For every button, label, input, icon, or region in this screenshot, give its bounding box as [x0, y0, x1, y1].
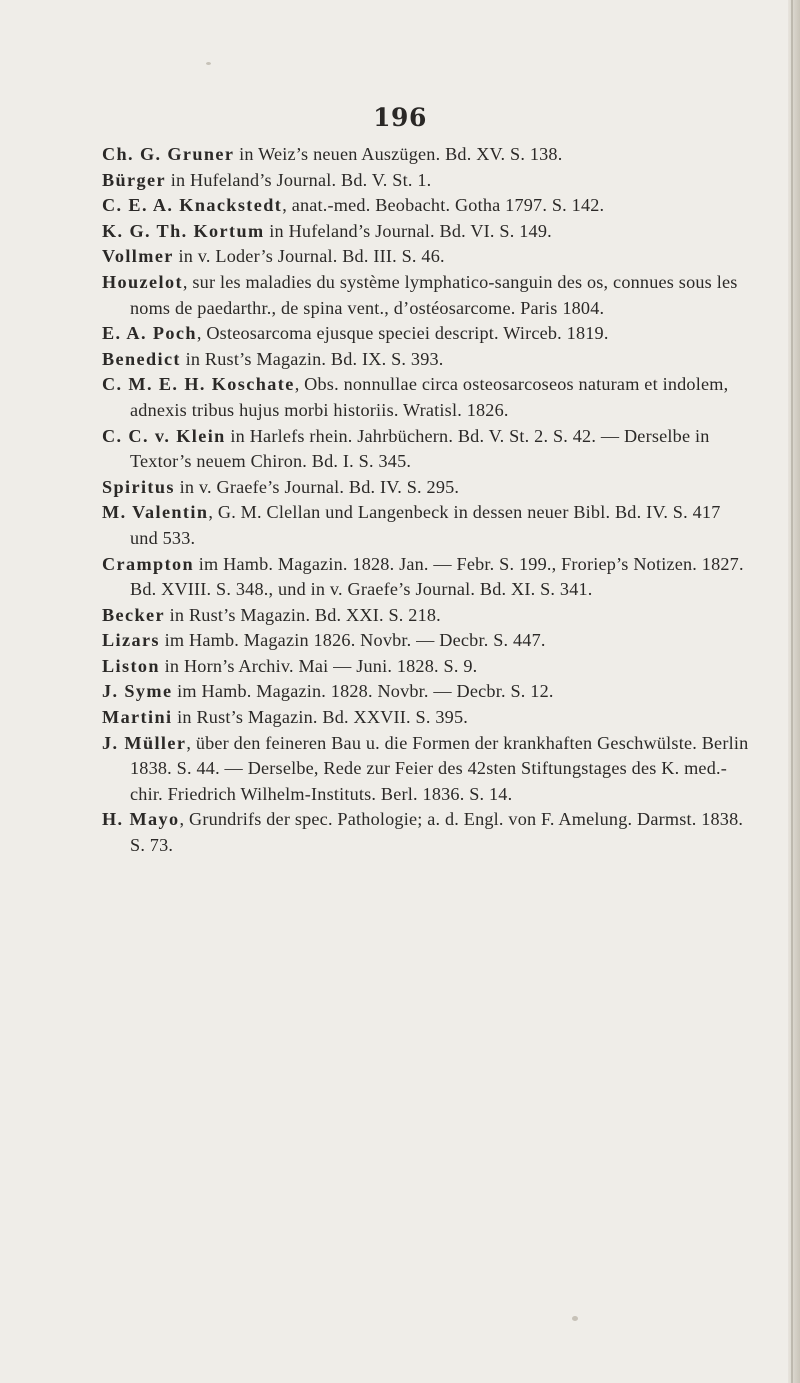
entry-reference: in Rust’s Magazin. Bd. XXVII. S. 395. [172, 707, 468, 728]
entry-author: E. A. Poch [102, 323, 197, 344]
entry-reference: , sur les maladies du système lymphatico-sanguin des os, connues sous les noms de paedarthr., de spina vent., d’ostéosarcome. Paris 1804. [130, 271, 738, 318]
entry-reference: , Obs. nonnullae circa osteosarcoseos naturam et indolem, adnexis tribus hujus morbi historiis. Wratisl. 1826. [130, 374, 729, 420]
entry-reference: in v. Graefe’s Journal. Bd. IV. S. 295. [174, 476, 460, 497]
bibliography-entry [102, 168, 750, 194]
bibliography-entry [102, 321, 750, 347]
entry-author: C. C. v. Klein [102, 425, 226, 446]
entry-reference: , Grundrifs der spec. Pathologie; a. d. Engl. von F. Amelung. Darmst. 1838. S. 73. [130, 809, 744, 856]
bibliography-entry [102, 654, 750, 680]
bibliography-entry [102, 552, 750, 603]
bibliography-entry [102, 500, 750, 551]
bibliography-entry [102, 193, 750, 219]
entry-author: Martini [102, 707, 173, 728]
entry-reference: in Hufeland’s Journal. Bd. VI. S. 149. [264, 220, 552, 241]
entry-author: J. Müller [102, 732, 187, 753]
bibliography-entry [102, 142, 750, 168]
page-gutter [788, 0, 800, 1383]
entry-author: M. Valentin [102, 502, 209, 523]
entry-reference: , G. M. Clellan und Langenbeck in dessen neuer Bibl. Bd. IV. S. 417 und 533. [130, 502, 721, 548]
entry-author: Vollmer [102, 246, 174, 267]
entry-author: H. Mayo [102, 809, 180, 830]
bibliography-entry [102, 424, 750, 475]
entry-reference: , über den feineren Bau u. die Formen der krankhaften Geschwülste. Berlin 1838. S. 44. — Derselbe, Rede zur Feier des 42sten Stiftungstages des K. med.-chir. Friedrich Wilhelm-Instituts. Berl. 1836. S. 14. [130, 732, 749, 804]
paper-speck [206, 62, 211, 65]
bibliography-entry [102, 270, 750, 321]
bibliography-entry [102, 347, 750, 373]
entry-author: C. E. A. Knackstedt [102, 195, 283, 216]
entry-reference: im Hamb. Magazin. 1828. Jan. — Febr. S. 199., Froriep’s Notizen. 1827. Bd. XVIII. S. 348., und in v. Graefe’s Journal. Bd. XI. S. 341. [130, 553, 744, 600]
entry-author: C. M. E. H. Koschate [102, 374, 295, 395]
bibliography-entry [102, 475, 750, 501]
page-number: 196 [373, 103, 427, 132]
entry-reference: in Rust’s Magazin. Bd. IX. S. 393. [180, 348, 444, 369]
entry-author: Becker [102, 604, 165, 625]
bibliography-entry [102, 731, 750, 808]
entry-author: Ch. G. Gruner [102, 144, 235, 164]
entry-author: J. Syme [102, 681, 173, 702]
entry-author: Houzelot [102, 271, 183, 292]
bibliography-entry [102, 372, 750, 423]
page-edge-line [791, 0, 793, 1383]
entry-author: Liston [102, 655, 160, 676]
entry-author: Spiritus [102, 476, 175, 497]
entry-reference: , Osteosarcoma ejusque speciei descript. Wirceb. 1819. [196, 323, 609, 344]
entry-author: Lizars [102, 630, 160, 651]
entry-reference: , anat.-med. Beobacht. Gotha 1797. S. 142. [282, 195, 605, 216]
paper-speck [572, 1316, 578, 1321]
bibliography-entry [102, 603, 750, 629]
bibliography-entry [102, 219, 750, 245]
entry-author: Bürger [102, 169, 166, 190]
bibliography-entry [102, 807, 750, 858]
entry-author: Benedict [102, 348, 181, 369]
bibliography-entry [102, 679, 750, 705]
entry-reference: in Hufeland’s Journal. Bd. V. St. 1. [165, 169, 432, 190]
bibliography-entry [102, 628, 750, 654]
entry-author: K. G. Th. Kortum [102, 220, 265, 241]
entry-reference: in Horn’s Archiv. Mai — Juni. 1828. S. 9. [159, 655, 478, 676]
entry-reference: im Hamb. Magazin 1826. Novbr. — Decbr. S. 447. [159, 630, 546, 651]
entry-reference: in Rust’s Magazin. Bd. XXI. S. 218. [164, 604, 441, 625]
entry-reference: im Hamb. Magazin. 1828. Novbr. — Decbr. S. 12. [172, 681, 554, 702]
entry-reference: in v. Loder’s Journal. Bd. III. S. 46. [173, 246, 445, 267]
bibliography-list [102, 142, 750, 859]
entry-reference: in Weiz’s neuen Auszügen. Bd. XV. S. 138. [234, 144, 563, 164]
entry-author: Crampton [102, 553, 195, 574]
bibliography-entry [102, 705, 750, 731]
bibliography-entry [102, 244, 750, 270]
entry-reference: in Harlefs rhein. Jahrbüchern. Bd. V. St. 2. S. 42. — Derselbe in Textor’s neuem Chiron. Bd. I. S. 345. [130, 425, 710, 472]
